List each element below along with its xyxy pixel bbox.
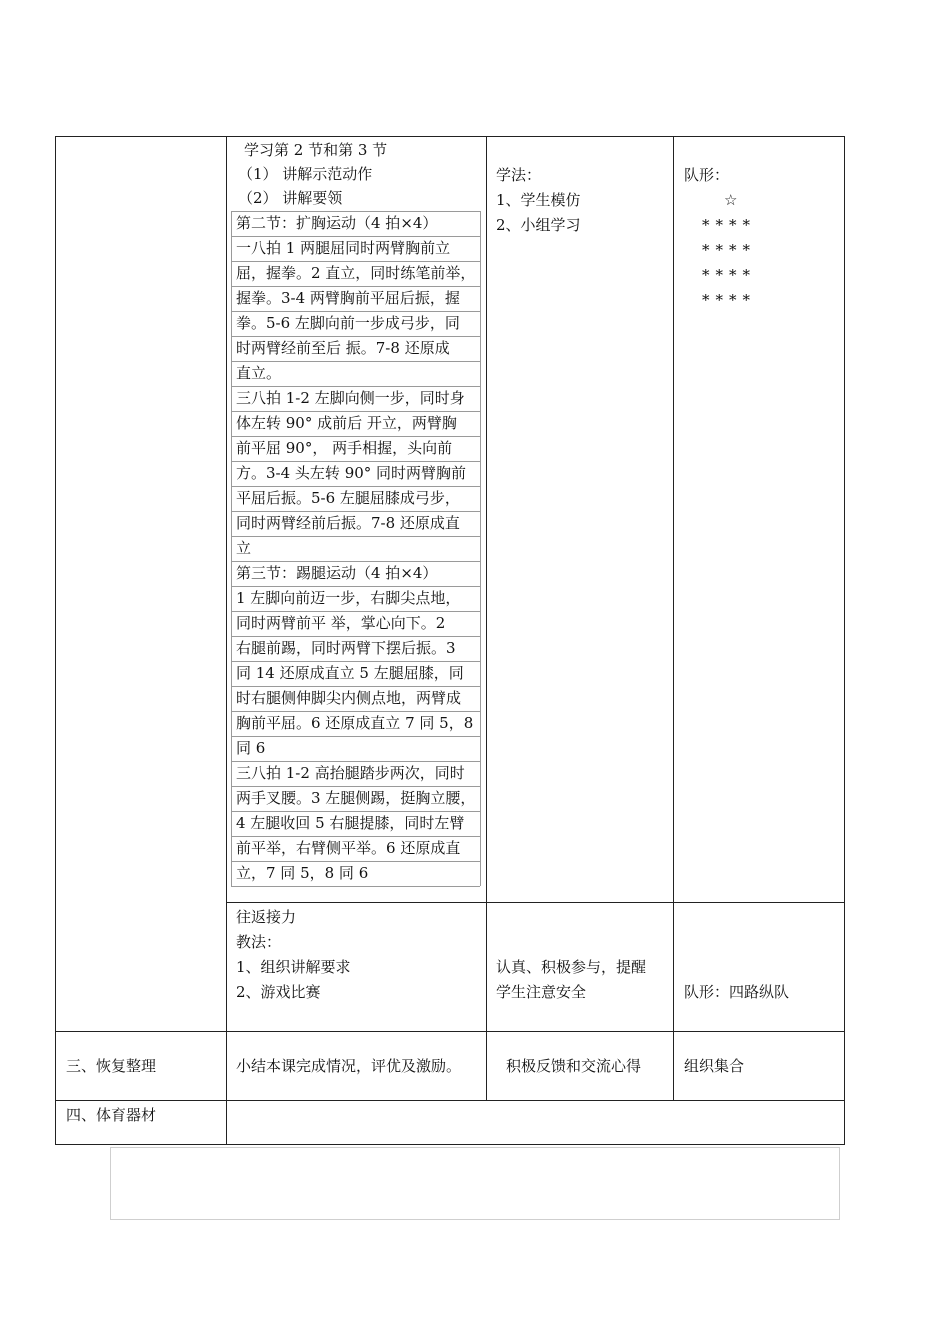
detail-row-text: 同 6 [236, 739, 266, 757]
detail-row-border [231, 561, 480, 562]
row-sep-recovery [55, 1031, 845, 1032]
detail-row-border [231, 811, 480, 812]
col-sep-2 [486, 136, 487, 1101]
relay-method-1: 1、组织讲解要求 [236, 958, 351, 976]
formation-row-2: **** [702, 241, 756, 259]
detail-row-border [231, 386, 480, 387]
detail-row-border [231, 486, 480, 487]
table-right-border [844, 136, 845, 1145]
detail-row-text: 屈，握拳。2 直立，同时练笔前举， [236, 264, 476, 282]
detail-row-text: 拳。5-6 左脚向前一步成弓步，同 [236, 314, 460, 332]
note-box-top [110, 1147, 840, 1148]
row-sep-equipment [55, 1100, 845, 1101]
note-box-right [839, 1147, 840, 1220]
detail-row-text: 右腿前踢，同时两臂下摆后振。3 [236, 639, 456, 657]
intro-line-3: （2） 讲解要领 [238, 189, 343, 207]
note-box-bottom [110, 1219, 840, 1220]
detail-row-border [231, 711, 480, 712]
detail-row-text: 三八拍 1-2 高抬腿踏步两次，同时 [236, 764, 465, 782]
formation-row-1: **** [702, 216, 756, 234]
detail-row-border [231, 761, 480, 762]
relay-student-1: 认真、积极参与，提醒 [496, 958, 647, 976]
table-left-border [55, 136, 56, 1145]
detail-row-text: 第三节：踢腿运动（4 拍×4） [236, 564, 438, 582]
detail-row-text: 两手叉腰。3 左腿侧踢，挺胸立腰， [236, 789, 476, 807]
detail-row-border [231, 361, 480, 362]
table-top-border [55, 136, 845, 137]
relay-formation: 队形：四路纵队 [684, 983, 790, 1001]
detail-row-text: 第二节：扩胸运动（4 拍×4） [236, 214, 438, 232]
detail-row-border [231, 786, 480, 787]
row-sep-relay [226, 902, 845, 903]
formation-row-4: **** [702, 291, 756, 309]
formation-label: 队形： [684, 166, 730, 184]
detail-row-border [231, 636, 480, 637]
detail-row-text: 方。3-4 头左转 90° 同时两臂胸前 [236, 464, 467, 482]
detail-row-border [231, 286, 480, 287]
detail-row-text: 同时两臂前平 举，掌心向下。2 [236, 614, 446, 632]
intro-line-1: 学习第 2 节和第 3 节 [244, 141, 388, 159]
recovery-org: 组织集合 [684, 1057, 745, 1075]
detail-row-text: 4 左腿收回 5 右腿提膝，同时左臂 [236, 814, 465, 832]
detail-row-border [231, 836, 480, 837]
detail-row-text: 直立。 [236, 364, 282, 382]
detail-row-border [231, 736, 480, 737]
study-item-2: 2、小组学习 [496, 216, 581, 234]
detail-row-text: 体左转 90° 成前后 开立，两臂胸 [236, 414, 457, 432]
detail-row-border [231, 411, 480, 412]
detail-row-border [231, 611, 480, 612]
detail-row-border [231, 336, 480, 337]
relay-method-2: 2、游戏比赛 [236, 983, 321, 1001]
detail-row-text: 同时两臂经前后振。7-8 还原成直 [236, 514, 460, 532]
col-sep-1 [226, 136, 227, 1145]
detail-row-text: 同 14 还原成直立 5 左腿屈膝，同 [236, 664, 464, 682]
detail-row-text: 时右腿侧伸脚尖内侧点地，两臂成 [236, 689, 462, 707]
detail-row-border [231, 211, 480, 212]
detail-row-border [231, 686, 480, 687]
relay-student-2: 学生注意安全 [496, 983, 587, 1001]
detail-row-border [231, 261, 480, 262]
formation-row-3: **** [702, 266, 756, 284]
study-item-1: 1、学生模仿 [496, 191, 581, 209]
detail-row-text: 前平屈 90°， 两手相握，头向前 [236, 439, 453, 457]
recovery-content: 小结本课完成情况，评优及激励。 [236, 1057, 462, 1075]
detail-row-text: 三八拍 1-2 左脚向侧一步，同时身 [236, 389, 465, 407]
detail-row-border [231, 661, 480, 662]
detail-row-text: 1 左脚向前迈一步，右脚尖点地， [236, 589, 461, 607]
detail-row-border [231, 886, 480, 887]
detail-row-border [231, 461, 480, 462]
detail-row-border [231, 511, 480, 512]
recovery-label: 三、恢复整理 [66, 1057, 157, 1075]
col-sep-3 [673, 136, 674, 1101]
teacher-star-icon: ☆ [724, 191, 738, 209]
detail-row-text: 平屈后振。5-6 左腿屈膝成弓步， [236, 489, 460, 507]
relay-method-label: 教法： [236, 933, 282, 951]
detail-border-left [231, 211, 232, 886]
table-bottom-border [55, 1144, 845, 1145]
detail-row-text: 前平举，右臂侧平举。6 还原成直 [236, 839, 461, 857]
relay-title: 往返接力 [236, 908, 297, 926]
detail-row-text: 胸前平屈。6 还原成直立 7 同 5，8 [236, 714, 474, 732]
detail-row-text: 一八拍 1 两腿屈同时两臂胸前立 [236, 239, 451, 257]
detail-row-border [231, 861, 480, 862]
detail-row-text: 时两臂经前至后 振。7-8 还原成 [236, 339, 450, 357]
detail-row-border [231, 436, 480, 437]
detail-row-border [231, 586, 480, 587]
intro-line-2: （1） 讲解示范动作 [238, 165, 373, 183]
detail-row-border [231, 311, 480, 312]
recovery-student: 积极反馈和交流心得 [506, 1057, 642, 1075]
detail-row-text: 立，7 同 5，8 同 6 [236, 864, 369, 882]
equipment-label: 四、体育器材 [66, 1106, 157, 1124]
study-label: 学法： [496, 166, 542, 184]
detail-row-border [231, 536, 480, 537]
detail-row-border [231, 236, 480, 237]
note-box-left [110, 1147, 111, 1220]
detail-row-text: 立 [236, 539, 252, 557]
detail-row-text: 握拳。3-4 两臂胸前平屈后振，握 [236, 289, 460, 307]
detail-border-right [480, 211, 481, 886]
